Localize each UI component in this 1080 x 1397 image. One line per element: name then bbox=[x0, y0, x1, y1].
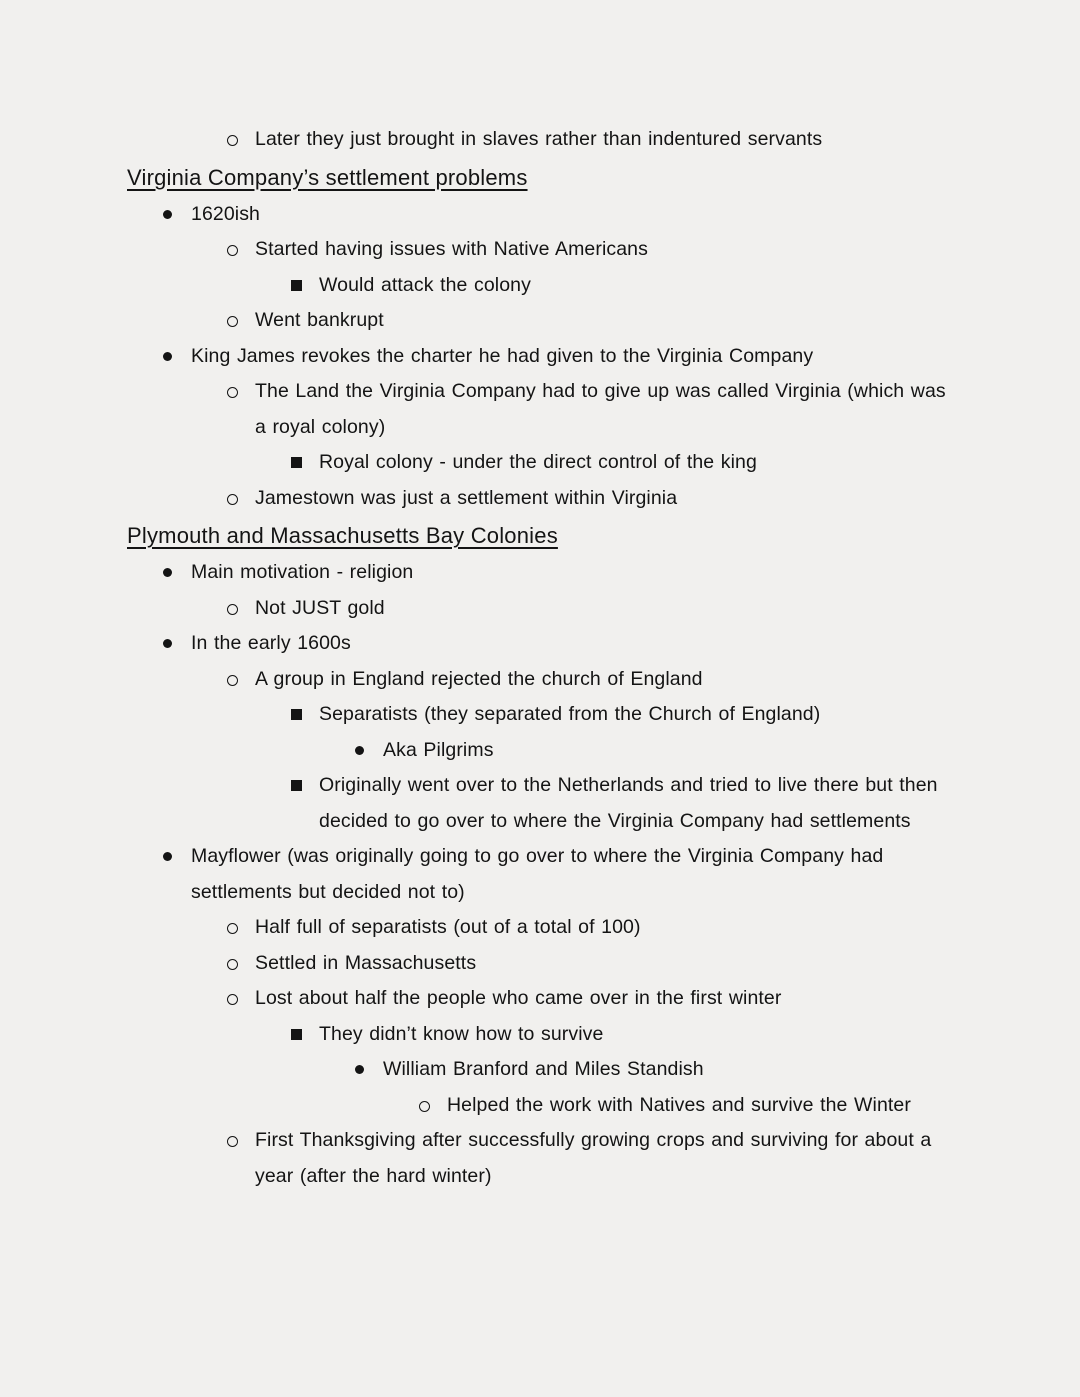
bullet-item bbox=[127, 197, 950, 233]
disc-bullet-icon bbox=[163, 339, 191, 361]
bullet-item bbox=[127, 1017, 950, 1053]
square-bullet-icon bbox=[291, 268, 319, 291]
bullet-item bbox=[127, 303, 950, 339]
circle-bullet-icon bbox=[227, 122, 255, 146]
bullet-item bbox=[127, 662, 950, 698]
section-heading: Virginia Company’s settlement problems bbox=[127, 164, 528, 190]
bullet-item bbox=[127, 697, 950, 733]
bullet-item bbox=[127, 626, 950, 662]
bullet-text: Royal colony - under the direct control of the king bbox=[319, 451, 757, 473]
bullet-text: Lost about half the people who came over in the first winter bbox=[255, 987, 782, 1009]
square-bullet-icon bbox=[291, 1017, 319, 1040]
disc-bullet-icon bbox=[355, 733, 383, 755]
bullet-item bbox=[127, 1123, 950, 1194]
square-bullet-icon bbox=[291, 697, 319, 720]
bullet-text: The Land the Virginia Company had to give up was called Virginia (which was a royal colony) bbox=[255, 380, 946, 438]
bullet-item bbox=[127, 1088, 950, 1124]
bullet-item bbox=[127, 481, 950, 517]
square-bullet-icon bbox=[291, 445, 319, 468]
circle-bullet-icon bbox=[227, 591, 255, 615]
circle-bullet-icon bbox=[227, 232, 255, 256]
bullet-item bbox=[127, 839, 950, 910]
bullet-item bbox=[127, 122, 950, 158]
bullet-item bbox=[127, 733, 950, 769]
disc-bullet-icon bbox=[163, 626, 191, 648]
bullet-text: Not JUST gold bbox=[255, 596, 385, 619]
bullet-item bbox=[127, 946, 950, 982]
bullet-text: King James revokes the charter he had given to the Virginia Company bbox=[191, 344, 814, 367]
bullet-item bbox=[127, 768, 950, 839]
circle-bullet-icon bbox=[227, 981, 255, 1005]
bullet-item bbox=[127, 1052, 950, 1088]
bullet-item bbox=[127, 910, 950, 946]
bullet-text: First Thanksgiving after successfully growing crops and surviving for about a year (after the hard winter) bbox=[255, 1129, 932, 1187]
square-bullet-icon bbox=[291, 768, 319, 791]
bullet-text: Aka Pilgrims bbox=[383, 738, 494, 761]
bullet-item bbox=[127, 591, 950, 627]
bullet-item bbox=[127, 981, 950, 1017]
bullet-text: In the early 1600s bbox=[191, 632, 351, 654]
circle-bullet-icon bbox=[227, 910, 255, 934]
bullet-text: They didn’t know how to survive bbox=[319, 1022, 604, 1045]
bullet-text: William Branford and Miles Standish bbox=[383, 1058, 704, 1080]
disc-bullet-icon bbox=[163, 197, 191, 219]
circle-bullet-icon bbox=[227, 946, 255, 970]
circle-bullet-icon bbox=[227, 481, 255, 505]
bullet-item bbox=[127, 339, 950, 375]
bullet-text: Jamestown was just a settlement within Virginia bbox=[255, 486, 678, 509]
disc-bullet-icon bbox=[355, 1052, 383, 1074]
bullet-item bbox=[127, 555, 950, 591]
bullet-text: Started having issues with Native Americans bbox=[255, 238, 648, 260]
circle-bullet-icon bbox=[227, 303, 255, 327]
bullet-text: 1620ish bbox=[191, 202, 261, 225]
bullet-text: Separatists (they separated from the Church of England) bbox=[319, 703, 821, 725]
circle-bullet-icon bbox=[227, 1123, 255, 1147]
bullet-text: Settled in Massachusetts bbox=[255, 951, 477, 974]
bullet-item bbox=[127, 445, 950, 481]
disc-bullet-icon bbox=[163, 555, 191, 577]
bullet-text: Originally went over to the Netherlands and tried to live there but then decided to go over to where the Virginia Company had settlements bbox=[319, 774, 938, 832]
bullet-item bbox=[127, 232, 950, 268]
bullet-text: Would attack the colony bbox=[319, 273, 531, 296]
bullet-text: Helped the work with Natives and survive the Winter bbox=[447, 1093, 911, 1116]
circle-bullet-icon bbox=[419, 1088, 447, 1112]
bullet-text: Half full of separatists (out of a total of 100) bbox=[255, 916, 641, 938]
disc-bullet-icon bbox=[163, 839, 191, 861]
circle-bullet-icon bbox=[227, 374, 255, 398]
bullet-item bbox=[127, 268, 950, 304]
bullet-text: Mayflower (was originally going to go over to where the Virginia Company had settlements but decided not to) bbox=[191, 845, 884, 903]
bullet-item bbox=[127, 374, 950, 445]
section-heading: Plymouth and Massachusetts Bay Colonies bbox=[127, 523, 558, 548]
bullet-text: Later they just brought in slaves rather than indentured servants bbox=[255, 128, 823, 150]
bullet-text: Main motivation - religion bbox=[191, 561, 414, 583]
bullet-text: Went bankrupt bbox=[255, 309, 384, 331]
bullet-text: A group in England rejected the church of England bbox=[255, 667, 703, 690]
circle-bullet-icon bbox=[227, 662, 255, 686]
